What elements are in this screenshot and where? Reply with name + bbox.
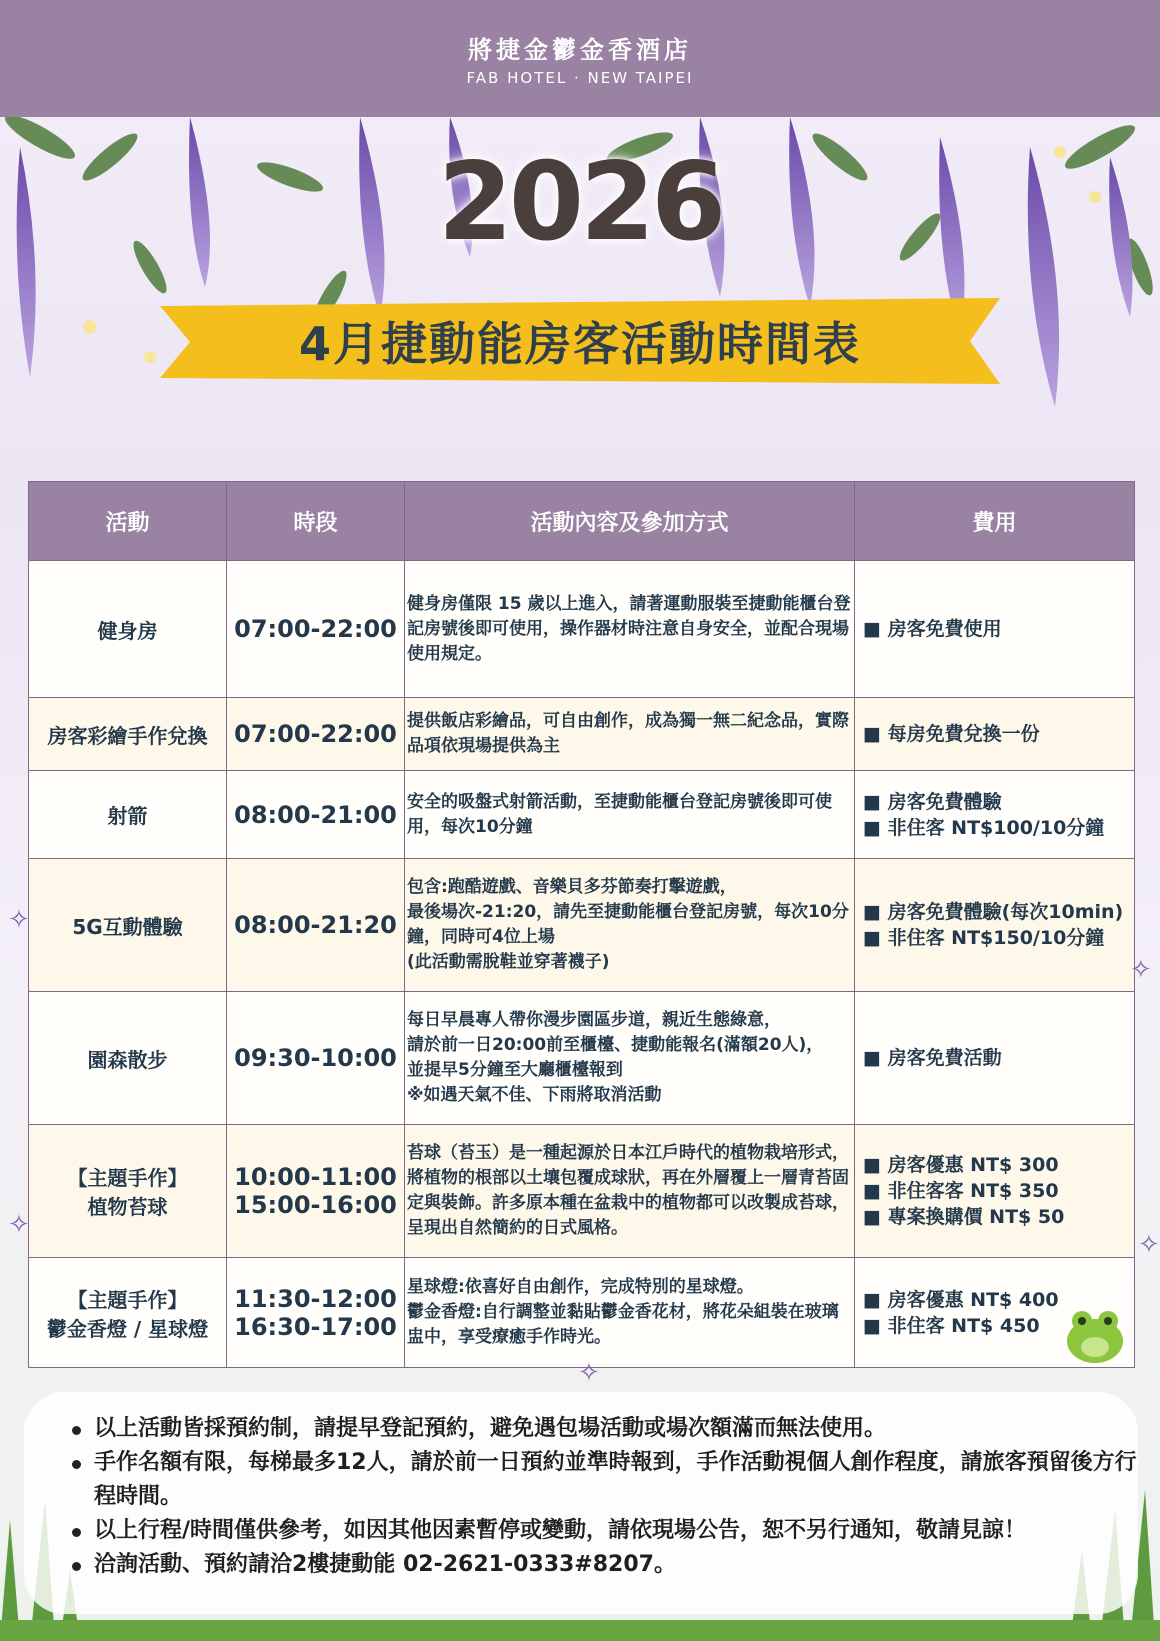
fee-cell: ■ 房客免費活動	[855, 992, 1135, 1125]
schedule-table	[28, 481, 1135, 1368]
page-title: 4月捷動能房客活動時間表	[298, 317, 861, 371]
fee-cell: ■ 每房免費兌換一份	[855, 698, 1135, 771]
column-header-time: 時段	[227, 482, 405, 561]
frog-mascot-icon	[1062, 1301, 1128, 1365]
column-header-activity: 活動	[29, 482, 227, 561]
fee-cell: ■ 房客優惠 NT$ 400 ■ 非住客 NT$ 450	[855, 1258, 1135, 1368]
table-header-row	[29, 482, 1135, 561]
time-slot: 08:00-21:20	[227, 859, 405, 992]
activity-name: 【主題手作】 鬱金香燈 / 星球燈	[29, 1258, 227, 1368]
activity-name: 園森散步	[29, 992, 227, 1125]
table-row	[29, 992, 1135, 1125]
table-row	[29, 859, 1135, 992]
year-heading: 2026	[437, 140, 723, 265]
table-row	[29, 1258, 1135, 1368]
list-item: 洽詢活動、預約請洽2樓捷動能 02-2621-0333#8207。	[72, 1548, 1138, 1582]
sparkle-icon: ✧	[1130, 955, 1152, 985]
sparkle-icon: ✧	[8, 905, 30, 935]
hotel-header	[0, 0, 1160, 117]
activity-description: 提供飯店彩繪品，可自由創作，成為獨一無二紀念品，實際品項依現場提供為主	[405, 698, 855, 771]
time-slot: 08:00-21:00	[227, 771, 405, 859]
time-slot: 09:30-10:00	[227, 992, 405, 1125]
table-row	[29, 1125, 1135, 1258]
activity-name: 房客彩繪手作兌換	[29, 698, 227, 771]
activity-name: 【主題手作】 植物苔球	[29, 1125, 227, 1258]
column-header-fee: 費用	[855, 482, 1135, 561]
list-item: 手作名額有限，每梯最多12人，請於前一日預約並準時報到，手作活動視個人創作程度，請旅客預留後方行程時間。	[72, 1446, 1138, 1514]
sparkle-icon: ✧	[1138, 1230, 1160, 1260]
notes-list	[24, 1392, 1138, 1582]
activity-name: 健身房	[29, 561, 227, 698]
table-row	[29, 771, 1135, 859]
column-header-description: 活動內容及參加方式	[405, 482, 855, 561]
fee-cell: ■ 房客免費體驗 ■ 非住客 NT$100/10分鐘	[855, 771, 1135, 859]
activity-name: 射箭	[29, 771, 227, 859]
time-slot: 07:00-22:00	[227, 698, 405, 771]
time-slot: 11:30-12:00 16:30-17:00	[227, 1258, 405, 1368]
hotel-name-en: FAB HOTEL · NEW TAIPEI	[466, 69, 694, 87]
sparkle-icon: ✧	[8, 1210, 30, 1240]
list-item: 以上行程/時間僅供參考，如因其他因素暫停或變動，請依現場公告，恕不另行通知，敬請見諒！	[72, 1514, 1138, 1548]
time-slot: 10:00-11:00 15:00-16:00	[227, 1125, 405, 1258]
sparkle-icon: ✧	[578, 1358, 600, 1388]
title-banner	[160, 298, 1000, 384]
fee-cell: ■ 房客免費體驗(每次10min) ■ 非住客 NT$150/10分鐘	[855, 859, 1135, 992]
fee-cell: ■ 房客免費使用	[855, 561, 1135, 698]
fee-cell: ■ 房客優惠 NT$ 300 ■ 非住客客 NT$ 350 ■ 專案換購價 NT$ 50	[855, 1125, 1135, 1258]
activity-description: 安全的吸盤式射箭活動，至捷動能櫃台登記房號後即可使用，每次10分鐘	[405, 771, 855, 859]
list-item: 以上活動皆採預約制，請提早登記預約，避免遇包場活動或場次額滿而無法使用。	[72, 1412, 1138, 1446]
hotel-name-zh: 將捷金鬱金香酒店	[468, 36, 692, 64]
activity-name: 5G互動體驗	[29, 859, 227, 992]
activity-description: 星球燈:依喜好自由創作，完成特別的星球燈。 鬱金香燈:自行調整並黏貼鬱金香花材，將花朵組裝在玻璃盅中，享受療癒手作時光。	[405, 1258, 855, 1368]
activity-description: 包含:跑酷遊戲、音樂貝多芬節奏打擊遊戲， 最後場次-21:20，請先至捷動能櫃台登記房號，每次10分鐘，同時可4位上場 (此活動需脫鞋並穿著襪子)	[405, 859, 855, 992]
activity-description: 健身房僅限 15 歲以上進入，請著運動服裝至捷動能櫃台登記房號後即可使用，操作器材時注意自身安全，並配合現場使用規定。	[405, 561, 855, 698]
table-row	[29, 698, 1135, 771]
time-slot: 07:00-22:00	[227, 561, 405, 698]
activity-description: 每日早晨專人帶你漫步園區步道，親近生態綠意， 請於前一日20:00前至櫃檯、捷動能報名(滿額20人)， 並提早5分鐘至大廳櫃檯報到 ※如遇天氣不佳、下雨將取消活動	[405, 992, 855, 1125]
activity-description: 苔球（苔玉）是一種起源於日本江戶時代的植物栽培形式，將植物的根部以土壤包覆成球狀，再在外層覆上一層青苔固定與裝飾。許多原本種在盆栽中的植物都可以改製成苔球，呈現出自然簡約的日式風格。	[405, 1125, 855, 1258]
table-row	[29, 561, 1135, 698]
notes-panel	[24, 1392, 1138, 1614]
